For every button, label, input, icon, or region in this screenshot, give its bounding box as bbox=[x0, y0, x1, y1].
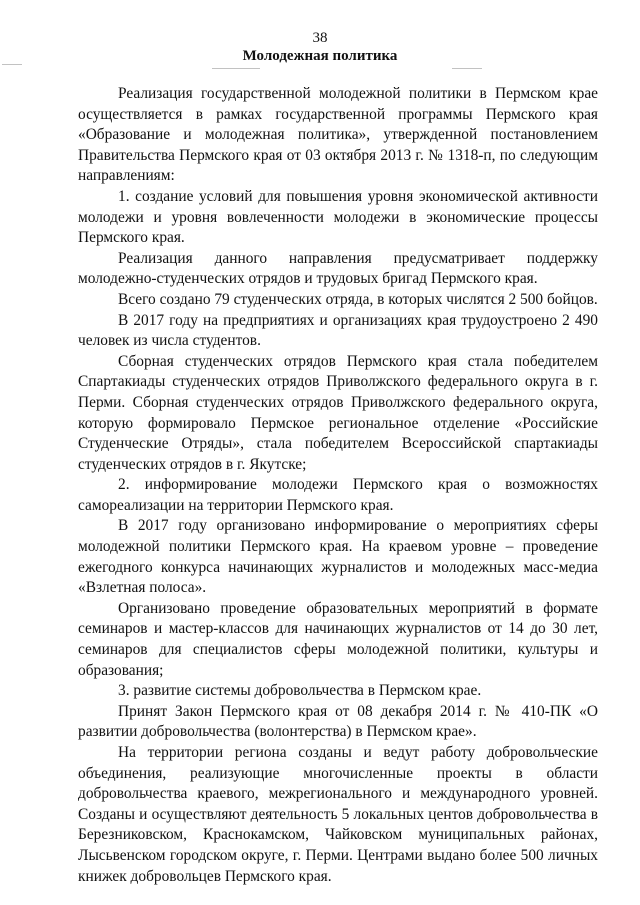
paragraph-direction-1: 1. создание условий для повышения уровня экономической активности молодежи и уровня вовлеченности молодежи в экономические процессы Пермского края. bbox=[78, 187, 598, 247]
paragraph-informing-2017: В 2017 году организовано информирование о мероприятиях сферы молодежной политики Пермского края. На краевом уровне – проведение ежегодного конкурса начинающих журналистов и молодежных масс-медиа «Взлетная полоса». bbox=[78, 517, 598, 597]
paragraph-direction-3: 3. развитие системы добровольчества в Пермском крае. bbox=[118, 682, 482, 700]
paragraph-seminars: Организовано проведение образовательных мероприятий в формате семинаров и мастер-классов для начинающих журналистов от 14 до 30 лет, семинаров для специалистов сферы молодежной политики, культуры и образования; bbox=[78, 599, 598, 679]
paragraph-student-teams-count: Всего создано 79 студенческих отряда, в которых числятся 2 500 бойцов. bbox=[118, 290, 598, 308]
section-title: Молодежная политика bbox=[242, 48, 398, 64]
paragraph-spartakiad: Сборная студенческих отрядов Пермского края стала победителем Спартакиады студенческих отрядов Приволжского федерального округа в г. Перми. Сборная студенческих отрядов Приволжского федерального округа, которую формировало Пермское региональное отделение «Российские Студенческие Отряды», стала победителем Всероссийской спартакиады студенческих отрядов в г. Якутске; bbox=[78, 352, 598, 473]
scan-artifact-mid bbox=[212, 68, 260, 69]
paragraph-employment-2017: В 2017 году на предприятиях и организациях края трудоустроено 2 490 человек из числа студентов. bbox=[78, 311, 598, 350]
paragraph-intro: Реализация государственной молодежной политики в Пермском крае осуществляется в рамках государственной программы Пермского края «Образование и молодежная политика», утвержденной постановлением Правительства Пермского края от 03 октября 2013 г. № 1318-п, по следующим направлениям: bbox=[78, 85, 598, 185]
scan-artifact-right bbox=[452, 68, 482, 69]
page-number: 38 bbox=[312, 30, 328, 46]
paragraph-direction-2: 2. информирование молодежи Пермского края о возможностях самореализации на территории Пермского края. bbox=[78, 476, 598, 514]
paragraph-law: Принят Закон Пермского края от 08 декабря 2014 г. № 410-ПК «О развитии добровольчества (волонтерства) в Пермском крае». bbox=[78, 702, 598, 741]
paragraph-direction-1-support: Реализация данного направления предусматривает поддержку молодежно-студенческих отрядов и трудовых бригад Пермского края. bbox=[78, 249, 598, 288]
scan-artifact-left bbox=[2, 64, 22, 65]
paragraph-volunteer-centers: На территории региона созданы и ведут работу добровольческие объединения, реализующие многочисленные проекты в области добровольчества краевого, межрегионального и международного уровней. Созданы и осуществляют деятельность 5 локальных центов добровольчества в Березниковском, Краснокамском, Чайковском муниципальных районах, Лысьвенском городском округе, г. Перми. Центрами выдано более 500 личных книжек добровольцев Пермского края. bbox=[78, 744, 598, 885]
document-body bbox=[78, 84, 598, 887]
